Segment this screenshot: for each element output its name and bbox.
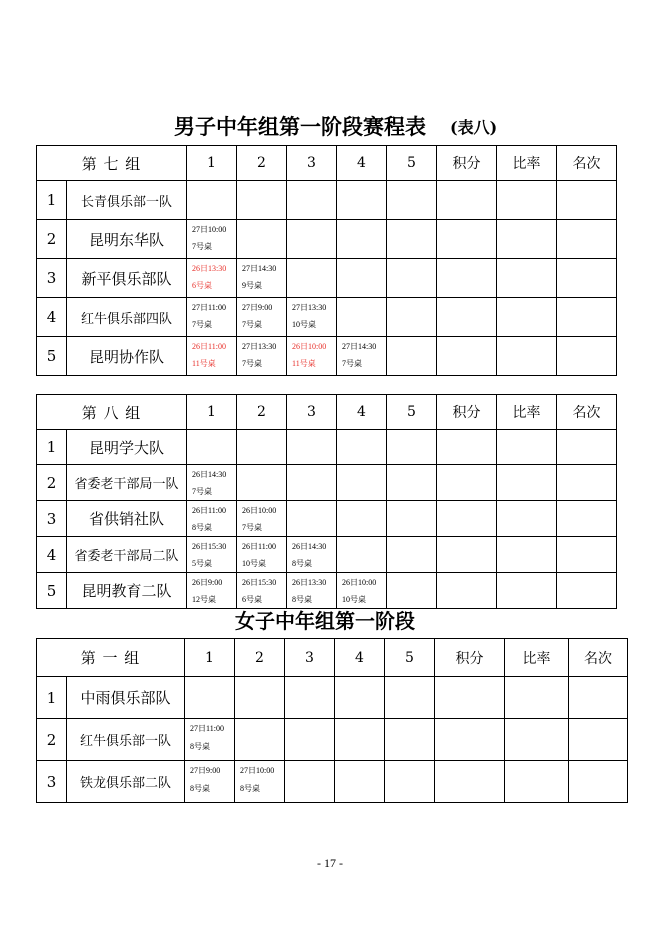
rank-cell: [557, 537, 617, 573]
points-cell: [435, 761, 505, 803]
schedule-table: [36, 638, 628, 803]
match-cell: [387, 465, 437, 501]
row-number: 4: [37, 298, 67, 337]
points-cell: [437, 259, 497, 298]
match-date: 27日10:00: [192, 225, 227, 234]
match-cell: [337, 501, 387, 537]
points-cell: [437, 501, 497, 537]
match-date: 26日13:30: [192, 264, 227, 273]
ratio-cell: [505, 761, 569, 803]
match-cell: [235, 719, 285, 761]
match-table-number: 7号桌: [242, 359, 263, 368]
row-number: 3: [37, 259, 67, 298]
points-cell: [437, 573, 497, 609]
match-cell: [387, 298, 437, 337]
match-table-number: 8号桌: [292, 559, 313, 568]
ratio-cell: [497, 220, 557, 259]
ratio-cell: [497, 430, 557, 465]
match-cell: [335, 719, 385, 761]
match-table-number: 8号桌: [240, 784, 261, 793]
match-cell: [237, 537, 287, 573]
rank-cell: [557, 181, 617, 220]
rank-cell: [557, 430, 617, 465]
ratio-cell: [497, 573, 557, 609]
page-title: 男子中年组第一阶段赛程表: [174, 114, 426, 139]
points-cell: [435, 677, 505, 719]
rank-cell: [557, 501, 617, 537]
column-header: 名次: [569, 639, 628, 677]
match-cell: [337, 298, 387, 337]
match-cell: [287, 298, 337, 337]
match-cell: [237, 573, 287, 609]
rank-cell: [557, 337, 617, 376]
column-header: 1: [185, 639, 235, 677]
table-row: [37, 573, 617, 609]
ratio-cell: [497, 181, 557, 220]
points-cell: [437, 337, 497, 376]
match-cell: [387, 181, 437, 220]
match-table-number: 8号桌: [190, 742, 211, 751]
match-date: 26日10:00: [342, 578, 377, 587]
schedule-table: [36, 394, 617, 609]
rank-cell: [557, 298, 617, 337]
points-cell: [435, 719, 505, 761]
match-cell: [237, 501, 287, 537]
match-date: 27日10:00: [240, 766, 275, 775]
table-row: [37, 465, 617, 501]
row-number: 2: [37, 465, 67, 501]
page-number: - 17 -: [317, 856, 343, 870]
match-date: 26日10:00: [242, 506, 277, 515]
column-header: 名次: [557, 395, 617, 430]
column-header: 比率: [497, 146, 557, 181]
match-table-number: 5号桌: [192, 559, 213, 568]
match-cell: [337, 259, 387, 298]
ratio-cell: [505, 719, 569, 761]
points-cell: [437, 430, 497, 465]
match-table-number: 12号桌: [192, 595, 217, 604]
ratio-cell: [505, 677, 569, 719]
column-header: 比率: [505, 639, 569, 677]
table-row: [37, 761, 628, 803]
match-cell: [235, 761, 285, 803]
column-header: 2: [237, 395, 287, 430]
match-date: 27日13:30: [292, 303, 327, 312]
column-header: 3: [287, 395, 337, 430]
match-cell: [187, 430, 237, 465]
row-number: 2: [37, 719, 67, 761]
group-label: 第 八 组: [37, 395, 187, 430]
group-label: 第 七 组: [37, 146, 187, 181]
match-cell: [337, 337, 387, 376]
match-cell: [387, 220, 437, 259]
match-date: 26日13:30: [292, 578, 327, 587]
column-header: 1: [187, 395, 237, 430]
match-cell: [185, 677, 235, 719]
column-header: 3: [285, 639, 335, 677]
match-date: 26日15:30: [192, 542, 227, 551]
match-cell: [235, 677, 285, 719]
group-label: 第 一 组: [37, 639, 185, 677]
match-cell: [187, 465, 237, 501]
table-row: [37, 220, 617, 259]
match-cell: [385, 719, 435, 761]
match-table-number: 8号桌: [190, 784, 211, 793]
column-header: 5: [385, 639, 435, 677]
match-cell: [287, 259, 337, 298]
match-cell: [187, 298, 237, 337]
match-date: 27日14:30: [242, 264, 277, 273]
table-header-row: [37, 146, 617, 181]
rank-cell: [557, 573, 617, 609]
column-header: 积分: [437, 395, 497, 430]
match-cell: [287, 573, 337, 609]
match-table-number: 7号桌: [192, 487, 213, 496]
match-date: 27日13:30: [242, 342, 277, 351]
match-cell: [287, 337, 337, 376]
match-cell: [187, 573, 237, 609]
row-number: 1: [37, 677, 67, 719]
match-table-number: 9号桌: [242, 281, 263, 290]
column-header: 5: [387, 395, 437, 430]
match-date: 27日11:00: [192, 303, 226, 312]
match-cell: [187, 220, 237, 259]
match-date: 26日11:00: [192, 506, 226, 515]
rank-cell: [557, 220, 617, 259]
match-cell: [337, 220, 387, 259]
column-header: 积分: [435, 639, 505, 677]
match-cell: [387, 259, 437, 298]
team-name: 红牛俱乐部一队: [67, 719, 185, 761]
match-cell: [287, 181, 337, 220]
ratio-cell: [497, 298, 557, 337]
match-cell: [287, 465, 337, 501]
table-header-row: [37, 395, 617, 430]
row-number: 3: [37, 501, 67, 537]
match-table-number: 6号桌: [192, 281, 213, 290]
match-cell: [187, 259, 237, 298]
table-row: [37, 181, 617, 220]
table-row: [37, 259, 617, 298]
schedule-table: [36, 145, 617, 376]
team-name: 昆明协作队: [67, 337, 187, 376]
team-name: 省委老干部局一队: [67, 465, 187, 501]
match-table-number: 8号桌: [192, 523, 213, 532]
match-date: 27日9:00: [190, 766, 221, 775]
team-name: 昆明东华队: [67, 220, 187, 259]
match-date: 27日9:00: [242, 303, 273, 312]
table-row: [37, 298, 617, 337]
match-cell: [287, 501, 337, 537]
ratio-cell: [497, 337, 557, 376]
rank-cell: [569, 761, 628, 803]
row-number: 2: [37, 220, 67, 259]
match-table-number: 11号桌: [192, 359, 216, 368]
match-cell: [385, 677, 435, 719]
match-cell: [387, 537, 437, 573]
team-name: 省委老干部局二队: [67, 537, 187, 573]
ratio-cell: [497, 501, 557, 537]
match-table-number: 7号桌: [192, 320, 213, 329]
column-header: 5: [387, 146, 437, 181]
match-cell: [287, 220, 337, 259]
match-date: 26日9:00: [192, 578, 223, 587]
match-cell: [337, 573, 387, 609]
match-date: 27日14:30: [342, 342, 377, 351]
match-cell: [287, 430, 337, 465]
match-cell: [337, 537, 387, 573]
column-header: 比率: [497, 395, 557, 430]
team-name: 中雨俱乐部队: [67, 677, 185, 719]
match-cell: [285, 761, 335, 803]
points-cell: [437, 537, 497, 573]
match-cell: [287, 537, 337, 573]
match-cell: [237, 220, 287, 259]
match-cell: [185, 719, 235, 761]
row-number: 4: [37, 537, 67, 573]
match-date: 26日14:30: [292, 542, 327, 551]
team-name: 省供销社队: [67, 501, 187, 537]
rank-cell: [557, 465, 617, 501]
match-table-number: 10号桌: [292, 320, 317, 329]
ratio-cell: [497, 537, 557, 573]
match-cell: [335, 761, 385, 803]
row-number: 5: [37, 573, 67, 609]
ratio-cell: [497, 465, 557, 501]
match-cell: [187, 337, 237, 376]
team-name: 昆明教育二队: [67, 573, 187, 609]
match-cell: [335, 677, 385, 719]
column-header: 名次: [557, 146, 617, 181]
match-table-number: 7号桌: [242, 320, 263, 329]
team-name: 昆明学大队: [67, 430, 187, 465]
team-name: 红牛俱乐部四队: [67, 298, 187, 337]
row-number: 3: [37, 761, 67, 803]
match-cell: [387, 337, 437, 376]
match-cell: [187, 181, 237, 220]
column-header: 4: [335, 639, 385, 677]
match-table-number: 7号桌: [242, 523, 263, 532]
match-table-number: 10号桌: [342, 595, 367, 604]
column-header: 4: [337, 146, 387, 181]
match-date: 26日11:00: [242, 542, 276, 551]
match-cell: [337, 430, 387, 465]
table-row: [37, 719, 628, 761]
match-table-number: 6号桌: [242, 595, 263, 604]
match-cell: [237, 298, 287, 337]
match-cell: [337, 181, 387, 220]
rank-cell: [569, 719, 628, 761]
match-cell: [387, 430, 437, 465]
team-name: 长青俱乐部一队: [67, 181, 187, 220]
table-row: [37, 501, 617, 537]
row-number: 1: [37, 181, 67, 220]
table-row: [37, 337, 617, 376]
match-table-number: 8号桌: [292, 595, 313, 604]
match-table-number: 7号桌: [342, 359, 363, 368]
match-cell: [187, 501, 237, 537]
rank-cell: [569, 677, 628, 719]
table-tag: (表八): [450, 118, 498, 137]
points-cell: [437, 298, 497, 337]
match-date: 26日11:00: [192, 342, 226, 351]
column-header: 1: [187, 146, 237, 181]
row-number: 5: [37, 337, 67, 376]
team-name: 铁龙俱乐部二队: [67, 761, 185, 803]
match-cell: [185, 761, 235, 803]
match-cell: [387, 501, 437, 537]
column-header: 3: [287, 146, 337, 181]
column-header: 2: [235, 639, 285, 677]
match-date: 26日15:30: [242, 578, 277, 587]
match-table-number: 10号桌: [242, 559, 267, 568]
match-cell: [385, 761, 435, 803]
column-header: 2: [237, 146, 287, 181]
match-table-number: 7号桌: [192, 242, 213, 251]
match-date: 26日14:30: [192, 470, 227, 479]
match-cell: [237, 337, 287, 376]
match-cell: [285, 677, 335, 719]
match-table-number: 11号桌: [292, 359, 316, 368]
match-cell: [285, 719, 335, 761]
match-cell: [337, 465, 387, 501]
points-cell: [437, 181, 497, 220]
match-cell: [237, 259, 287, 298]
match-cell: [187, 537, 237, 573]
team-name: 新平俱乐部队: [67, 259, 187, 298]
table-row: [37, 677, 628, 719]
section-subtitle: 女子中年组第一阶段: [235, 609, 415, 633]
match-cell: [237, 181, 287, 220]
row-number: 1: [37, 430, 67, 465]
column-header: 积分: [437, 146, 497, 181]
table-header-row: [37, 639, 628, 677]
match-cell: [237, 430, 287, 465]
column-header: 4: [337, 395, 387, 430]
table-row: [37, 537, 617, 573]
match-cell: [237, 465, 287, 501]
rank-cell: [557, 259, 617, 298]
table-row: [37, 430, 617, 465]
points-cell: [437, 465, 497, 501]
match-date: 26日10:00: [292, 342, 327, 351]
points-cell: [437, 220, 497, 259]
match-date: 27日11:00: [190, 724, 224, 733]
match-cell: [387, 573, 437, 609]
ratio-cell: [497, 259, 557, 298]
